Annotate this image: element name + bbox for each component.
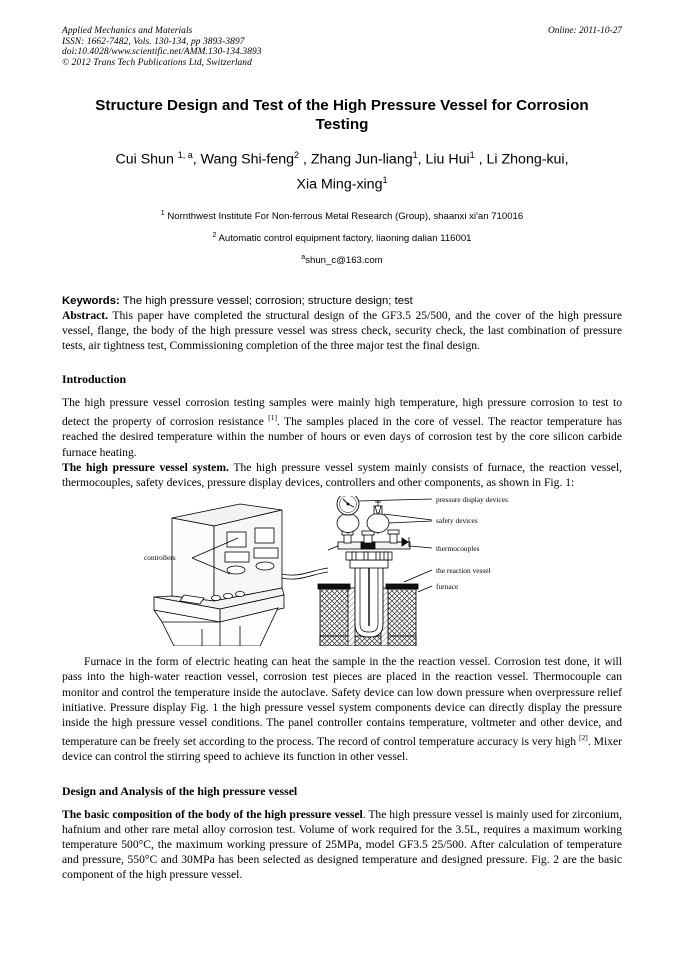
design-para-lead: The basic composition of the body of the high pressure vessel — [62, 807, 363, 821]
figure-1-drawing — [132, 496, 552, 646]
citation-ref-2: [2] — [578, 733, 588, 743]
section-heading-introduction: Introduction — [62, 372, 127, 387]
author-1: Cui Shun — [115, 151, 178, 168]
figure-label-reaction-vessel: the reaction vessel — [436, 566, 491, 576]
keywords-label: Keywords: — [62, 294, 120, 307]
figure-label-controllers: controllers — [144, 553, 176, 563]
journal-header — [62, 26, 622, 78]
abstract-text: This paper have completed the structural design of the GF3.5 25/500, and the cover of the high pressure vessel, flange, the body of the high pressure vessel was stress check, security check, the last combination of pressure tests, air tightness test, Commissioning completion of the three major test the final design. — [62, 308, 622, 352]
introduction-paragraph-1 — [62, 395, 622, 460]
affiliation-1-marker: 1 — [160, 210, 165, 218]
journal-header-left — [62, 26, 622, 68]
figure-label-safety-devices: safety devices — [436, 516, 478, 526]
affiliation-1-text: Nornthwest Institute For Non-ferrous Metal Research (Group), shaanxi xi'an 710016 — [164, 211, 524, 223]
post-figure-paragraph — [62, 654, 622, 764]
author-2-affil-marker: 2 — [294, 150, 300, 160]
author-6: Xia Ming-xing — [296, 176, 383, 193]
design-para-text: . The high pressure vessel is mainly used for zirconium, hafnium and other rare metal alloy corrosion test. Volume of work required for the 3.5L, requires a maximum working temperature 500°C, the maximum working pressure of 25MPa, model GF3.5 25/500. After calculation of temperature and pressure, 550°C and 30MPa has been selected as designed temperature and designed pressure. Fig. 2 are the basic component of the high pressure vessel. — [62, 807, 622, 882]
affiliation-2-marker: 2 — [212, 232, 217, 240]
citation-ref-1: [1] — [268, 413, 278, 423]
abstract-label: Abstract. — [62, 308, 109, 322]
affiliation-2 — [62, 228, 622, 248]
abstract-paragraph — [62, 308, 622, 354]
section-heading-design-analysis: Design and Analysis of the high pressure vessel — [62, 783, 298, 798]
introduction-paragraph-2 — [62, 460, 622, 490]
journal-name: Applied Mechanics and Materials — [62, 26, 193, 36]
keywords-text: The high pressure vessel; corrosion; structure design; test — [119, 294, 413, 307]
author-4: , Liu Hui — [417, 151, 470, 168]
author-list — [66, 145, 618, 194]
design-analysis-paragraph — [62, 807, 622, 883]
intro-p1-part2: . The samples placed in the core of vessel. The reactor temperature has reached the desired temperature within the number of hours or even days of corrosion test by the core silicon carbide furnace heating. — [62, 415, 622, 459]
author-3-affil-marker: 1 — [412, 150, 418, 160]
post-figure-part2: . Mixer device can control the stirring speed to achieve its function in other vessel. — [62, 735, 623, 764]
email-text: shun_c@163.com — [305, 255, 383, 267]
figure-label-furnace: furnace — [436, 582, 459, 592]
figure-1 — [62, 496, 622, 646]
affiliation-1 — [62, 206, 622, 226]
journal-copyright: © 2012 Trans Tech Publications Ltd, Switzerland — [62, 57, 252, 68]
author-1-affil-marker: 1, a — [177, 150, 193, 160]
author-4-affil-marker: 1 — [469, 150, 475, 160]
post-figure-part1: Furnace in the form of electric heating can heat the sample in the the reaction vessel. Corrosion test done, it will pass into the high-water reaction vessel, corrosion test pieces are placed in the reaction vessel. Thermocouple can monitor and control the temperature inside the autoclave. Safety device can low down pressure when overpressure relief initiative. Pressure display Fig. 1 the high pressure vessel system components device can directly display the pressure inside the high pressure vessel conditions. The panel controller contains temperature, voltmeter and other device, and temperature can be freely set according to the process. The record of control temperature accuracy is very high — [62, 655, 622, 749]
journal-online-date: Online: 2011-10-27 — [547, 26, 622, 36]
affiliation-block — [62, 206, 622, 269]
figure-label-pressure-display: pressure display devices — [436, 496, 508, 505]
author-list-line2 — [66, 170, 618, 195]
intro-p2-lead: The high pressure vessel system. — [62, 460, 229, 474]
author-2: , Wang Shi-feng — [192, 151, 295, 168]
email-marker: a — [301, 253, 306, 261]
journal-doi: doi:10.4028/www.scientific.net/AMM.130-134.3893 — [62, 47, 262, 58]
affiliation-2-text: Automatic control equipment factory, liaoning dalian 116001 — [216, 233, 472, 245]
intro-p1-part1: The high pressure vessel corrosion testing samples were mainly high temperature, high pressure corrosion to test to detect the property of corrosion resistance — [62, 396, 622, 429]
page-title: Structure Design and Test of the High Pressure Vessel for Corrosion Testing — [95, 97, 589, 133]
journal-issn: ISSN: 1662-7482, Vols. 130-134, pp 3893-3897 — [62, 36, 245, 47]
author-5: , Li Zhong-kui, — [474, 151, 569, 168]
intro-p2-text: The high pressure vessel system mainly consists of furnace, the reaction vessel, thermocouples, safety devices, pressure display devices, controllers and other components, as shown in Fig. 1: — [62, 460, 622, 490]
author-3: , Zhang Jun-liang — [299, 151, 413, 168]
keywords-line — [62, 294, 622, 308]
figure-label-thermocouples: thermocouples — [436, 544, 480, 554]
corresponding-email — [62, 250, 622, 270]
author-6-affil-marker: 1 — [382, 174, 388, 185]
